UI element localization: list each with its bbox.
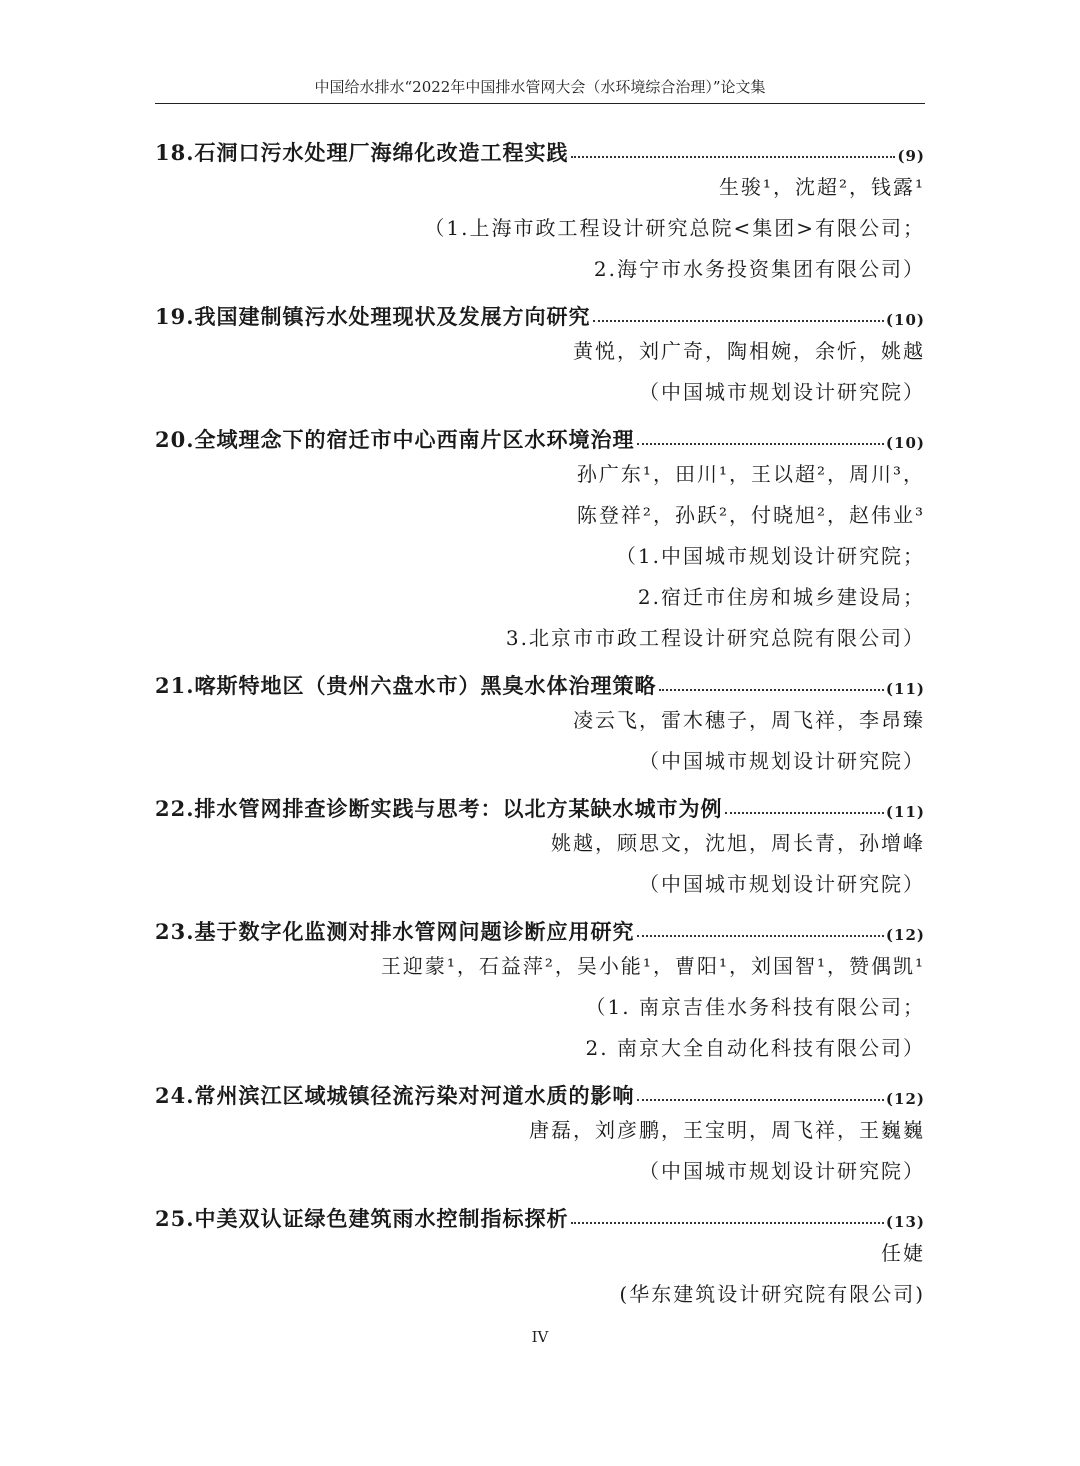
toc-entry-authors: 凌云飞，雷木穗子，周飞祥，李昂臻 <box>573 708 925 732</box>
toc-entry-authors: 孙广东¹，田川¹，王以超²，周川³， <box>576 462 925 486</box>
toc-entry-title-row[interactable] <box>155 126 925 167</box>
toc-entry-title: 18.石洞口污水处理厂海绵化改造工程实践 <box>155 140 569 165</box>
toc-entry-page: (12) <box>885 1090 925 1108</box>
toc-entry-authors: 唐磊，刘彦鹏，王宝明，周飞祥，王巍巍 <box>529 1118 925 1142</box>
toc-entry-title: 19.我国建制镇污水处理现状及发展方向研究 <box>155 304 591 329</box>
toc-entry-authors: 生骏¹，沈超²，钱露¹ <box>718 175 925 199</box>
toc-entry-affiliation: 2. 南京大全自动化科技有限公司） <box>585 1036 925 1060</box>
dot-leader <box>637 1099 884 1101</box>
toc-entry-page: (11) <box>885 803 925 821</box>
toc-entry-authors: 黄悦，刘广奇，陶相婉，余忻，姚越 <box>573 339 925 363</box>
toc-entry-affiliation: 2.海宁市水务投资集团有限公司） <box>593 257 925 281</box>
toc-entry-affiliation: （1.上海市政工程设计研究总院<集团>有限公司； <box>424 216 925 240</box>
toc-entry-affiliation: 3.北京市市政工程设计研究总院有限公司） <box>505 626 925 650</box>
toc-entry-title: 21.喀斯特地区（贵州六盘水市）黑臭水体治理策略 <box>155 673 657 698</box>
toc-entry <box>155 1069 925 1192</box>
toc-entry-affiliation: (华东建筑设计研究院有限公司) <box>619 1282 925 1306</box>
toc-entry-title-row[interactable] <box>155 1192 925 1233</box>
toc-entry-title-row[interactable] <box>155 1069 925 1110</box>
toc-entry-affiliation: 2.宿迁市住房和城乡建设局； <box>637 585 925 609</box>
toc-entry-title-row[interactable] <box>155 782 925 823</box>
toc-entry <box>155 782 925 905</box>
toc-entry-authors: 任婕 <box>881 1241 925 1265</box>
dot-leader <box>571 156 896 158</box>
dot-leader <box>637 443 884 445</box>
running-header: 中国给水排水“2022年中国排水管网大会（水环境综合治理）”论文集 <box>314 78 766 96</box>
toc-entry-page: (10) <box>885 434 925 452</box>
dot-leader <box>725 812 884 814</box>
toc-entry-affiliation: （中国城市规划设计研究院） <box>639 1159 925 1183</box>
toc-entry-title: 20.全域理念下的宿迁市中心西南片区水环境治理 <box>155 427 635 452</box>
toc-entry-title: 23.基于数字化监测对排水管网问题诊断应用研究 <box>155 919 635 944</box>
toc-entry-authors: 姚越，顾思文，沈旭，周长青，孙增峰 <box>551 831 925 855</box>
toc-entry-title: 22.排水管网排查诊断实践与思考：以北方某缺水城市为例 <box>155 796 723 821</box>
toc-entry-title: 25.中美双认证绿色建筑雨水控制指标探析 <box>155 1206 569 1231</box>
toc-entry-page: (10) <box>885 311 925 329</box>
toc-entry <box>155 413 925 659</box>
toc-entry-title-row[interactable] <box>155 659 925 700</box>
toc-entry-title: 24.常州滨江区域城镇径流污染对河道水质的影响 <box>155 1083 635 1108</box>
toc-entry-affiliation: （中国城市规划设计研究院） <box>639 380 925 404</box>
table-of-contents <box>155 126 925 1315</box>
toc-entry <box>155 290 925 413</box>
toc-entry-authors: 王迎蒙¹，石益萍²，吴小能¹，曹阳¹，刘国智¹，赞偶凯¹ <box>380 954 925 978</box>
dot-leader <box>593 320 884 322</box>
toc-entry <box>155 659 925 782</box>
toc-entry-affiliation: （1. 南京吉佳水务科技有限公司； <box>585 995 925 1019</box>
toc-entry <box>155 126 925 290</box>
toc-entry-affiliation: 陈登祥²，孙跃²，付晓旭²，赵伟业³ <box>576 503 925 527</box>
toc-entry-affiliation: （1.中国城市规划设计研究院； <box>615 544 925 568</box>
toc-entry <box>155 1192 925 1315</box>
dot-leader <box>659 689 884 691</box>
toc-entry <box>155 905 925 1069</box>
toc-entry-page: (12) <box>885 926 925 944</box>
dot-leader <box>571 1222 884 1224</box>
toc-entry-page: (9) <box>897 147 925 165</box>
toc-entry-affiliation: （中国城市规划设计研究院） <box>639 749 925 773</box>
header-rule <box>155 103 925 104</box>
toc-entry-title-row[interactable] <box>155 413 925 454</box>
dot-leader <box>637 935 884 937</box>
toc-entry-affiliation: （中国城市规划设计研究院） <box>639 872 925 896</box>
toc-entry-title-row[interactable] <box>155 290 925 331</box>
page-number: IV <box>531 1328 549 1346</box>
toc-entry-title-row[interactable] <box>155 905 925 946</box>
toc-entry-page: (11) <box>885 680 925 698</box>
toc-entry-page: (13) <box>885 1213 925 1231</box>
